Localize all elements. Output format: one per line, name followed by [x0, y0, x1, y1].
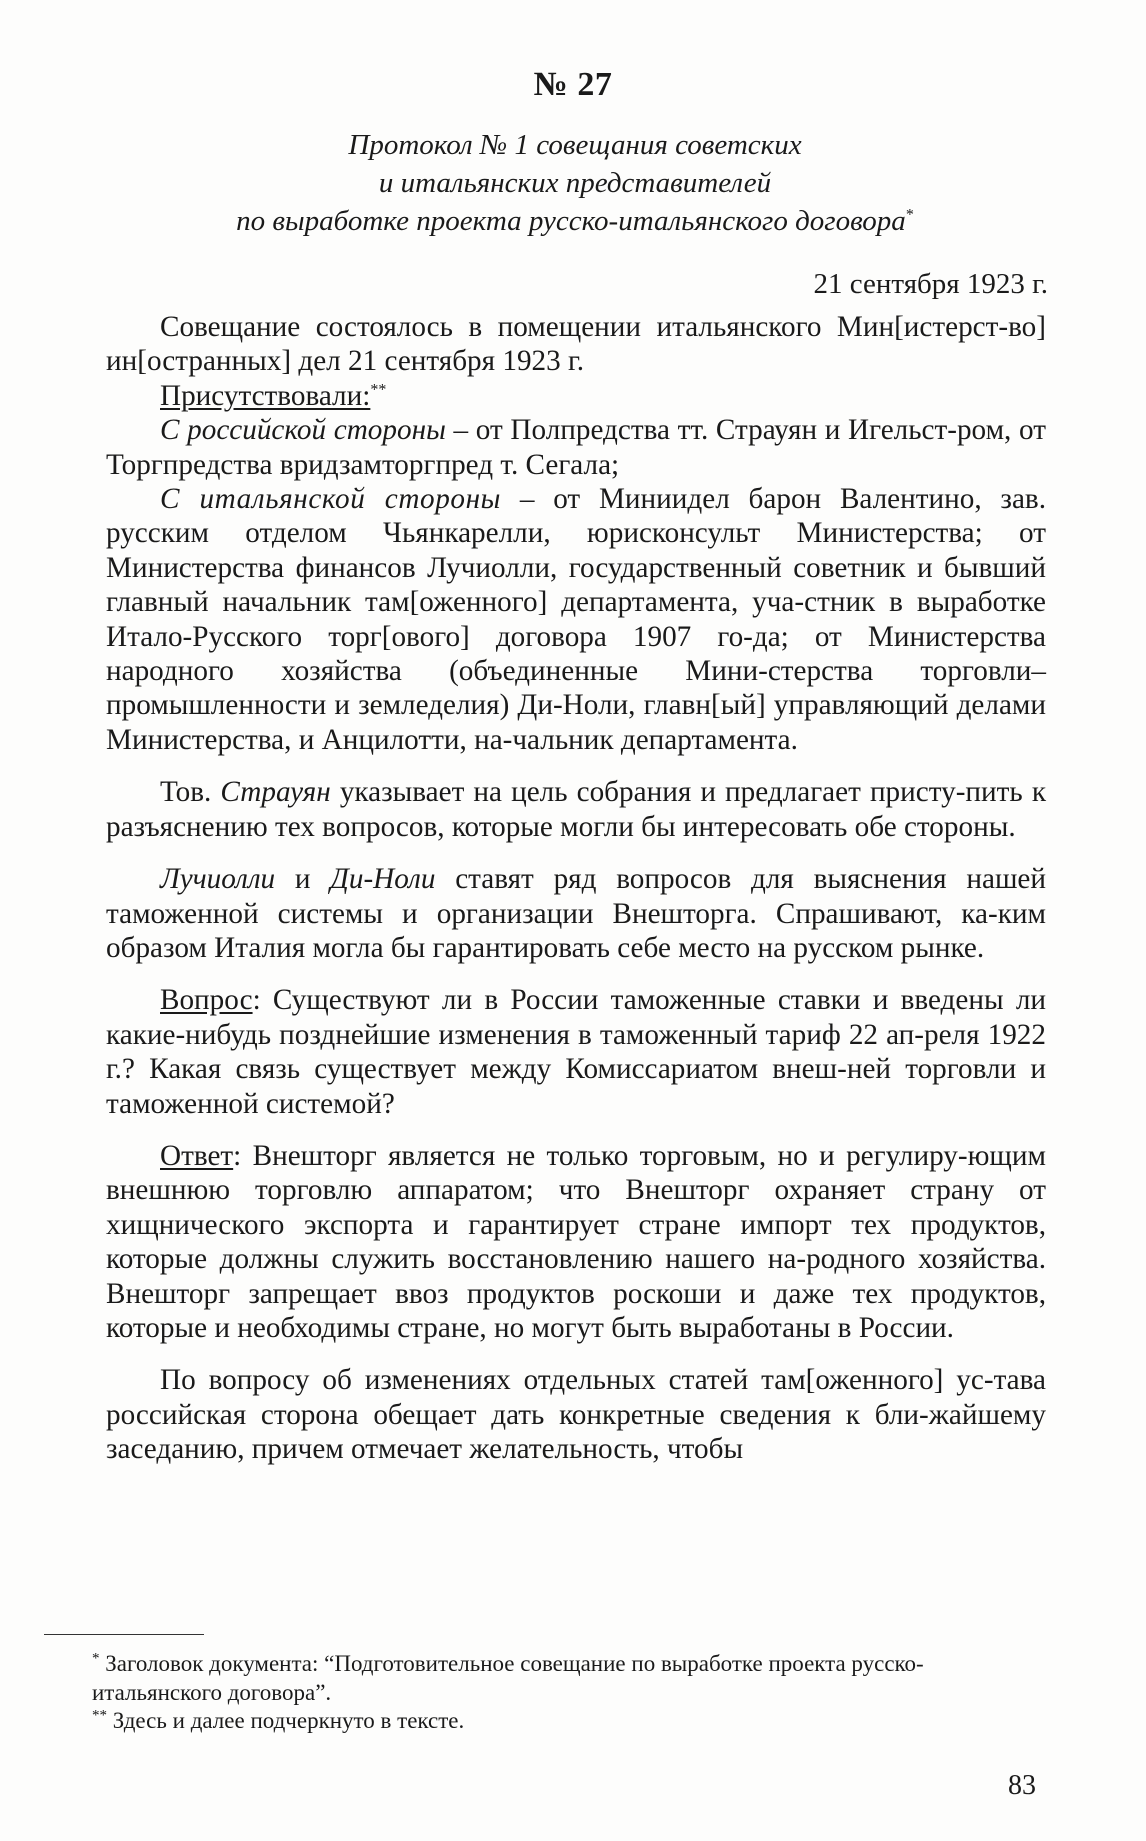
- paragraph-luchiolli: [106, 862, 1046, 965]
- russian-side-label: С российской стороны: [160, 414, 446, 447]
- document-date: 21 сентября 1923 г.: [813, 268, 1048, 300]
- paragraph-strauyan: [106, 775, 1046, 844]
- document-number: № 27: [533, 66, 613, 103]
- paragraph-meeting-location: Совещание состоялось в помещении итальянского Мин[истерст-во] ин[остранных] дел 21 сентября 1923 г.: [106, 311, 1046, 378]
- paragraph-question: [106, 983, 1046, 1121]
- title-line-3-text: по выработке проекта русско-итальянского договора: [236, 205, 906, 237]
- footnote-1-mark: *: [92, 1650, 100, 1667]
- paragraph-present: [106, 379, 1046, 413]
- footnote-1: [44, 1650, 1050, 1707]
- italian-side-text: – от Миниидел барон Валентино, зав. русским отделом Чьянкарелли, юрисконсульт Министерства; от Министерства финансов Лучиолли, государственный советник и бывший главный начальник там[оженного] департамента, уча-стник в выработке Итало-Русского торг[ового] договора 1907 го-да; от Министерства народного хозяйства (объединенные Мини-стерства торговли–промышленности и земледелия) Ди-Ноли, главн[ый] управляющий делами Министерства, и Анцилотти, на-чальник департамента.: [106, 483, 1046, 756]
- strauyan-name: Страуян: [220, 776, 331, 809]
- paragraph-customs-statute: По вопросу об изменениях отдельных статей там[оженного] ус-тава российская сторона обещает дать конкретные сведения к бли-жайшему заседанию, причем отмечает желательность, чтобы: [106, 1364, 1046, 1466]
- paragraph-answer: [106, 1139, 1046, 1345]
- russian-side-text: – от Полпредства тт. Страуян и Игельст-ром, от Торгпредства вридзамторгпред т. Сегала;: [106, 414, 1046, 481]
- italian-side-label: С итальянской стороны: [160, 483, 502, 516]
- footnote-2-mark: **: [92, 1707, 107, 1724]
- footnote-2: [44, 1707, 1050, 1736]
- document-title: [200, 126, 950, 240]
- and-word: и: [275, 863, 331, 896]
- luchiolli-name: Лучиолли: [160, 863, 276, 896]
- answer-label: Ответ: [160, 1139, 234, 1172]
- luchiolli-text: ставят ряд вопросов для выяснения нашей таможенной системы и организации Внешторга. Спрашивают, ка-ким образом Италия могла бы гарантировать себе место на русском рынке.: [106, 863, 1046, 964]
- document-body: [106, 310, 1046, 1467]
- strauyan-pre: Тов.: [160, 776, 221, 809]
- dinoli-name: Ди-Ноли: [330, 863, 436, 896]
- present-footnote-mark: **: [370, 381, 387, 399]
- present-label: Присутствовали:: [160, 379, 371, 412]
- title-line-3: [200, 202, 950, 240]
- footnote-2-text: Здесь и далее подчеркнуто в тексте.: [107, 1708, 465, 1733]
- question-label: Вопрос: [160, 984, 253, 1017]
- paragraph-russian-side: [106, 413, 1046, 482]
- title-line-1: Протокол № 1 совещания советских: [348, 129, 802, 161]
- footnote-1-text: Заголовок документа: “Подготовительное совещание по выработке проекта русско-итальянского договора”.: [92, 1651, 924, 1705]
- title-line-2: и итальянских представителей: [378, 167, 772, 199]
- title-footnote-mark: *: [905, 206, 914, 224]
- footnotes: [44, 1650, 1050, 1736]
- question-text: : Существуют ли в России таможенные ставки и введены ли какие-нибудь позднейшие изменения в таможенный тариф 22 ап-реля 1922 г.? Какая связь существует между Комиссариатом внеш-ней торговли и таможенной системой?: [106, 984, 1046, 1120]
- footnote-divider: [44, 1634, 204, 1635]
- paragraph-italian-side: [106, 482, 1046, 757]
- page-number: 83: [1008, 1770, 1036, 1801]
- strauyan-text: указывает на цель собрания и предлагает присту-пить к разъяснению тех вопросов, которые могли бы интересовать обе стороны.: [106, 776, 1046, 843]
- answer-text: : Внешторг является не только торговым, но и регулиру-ющим внешнюю торговлю аппаратом; что Внешторг охраняет страну от хищнического экспорта и гарантирует стране импорт тех продуктов, которые должны служить восстановлению нашего на-родного хозяйства. Внешторг запрещает ввоз продуктов роскоши и даже тех продуктов, которые и необходимы стране, но могут быть выработаны в России.: [106, 1139, 1046, 1344]
